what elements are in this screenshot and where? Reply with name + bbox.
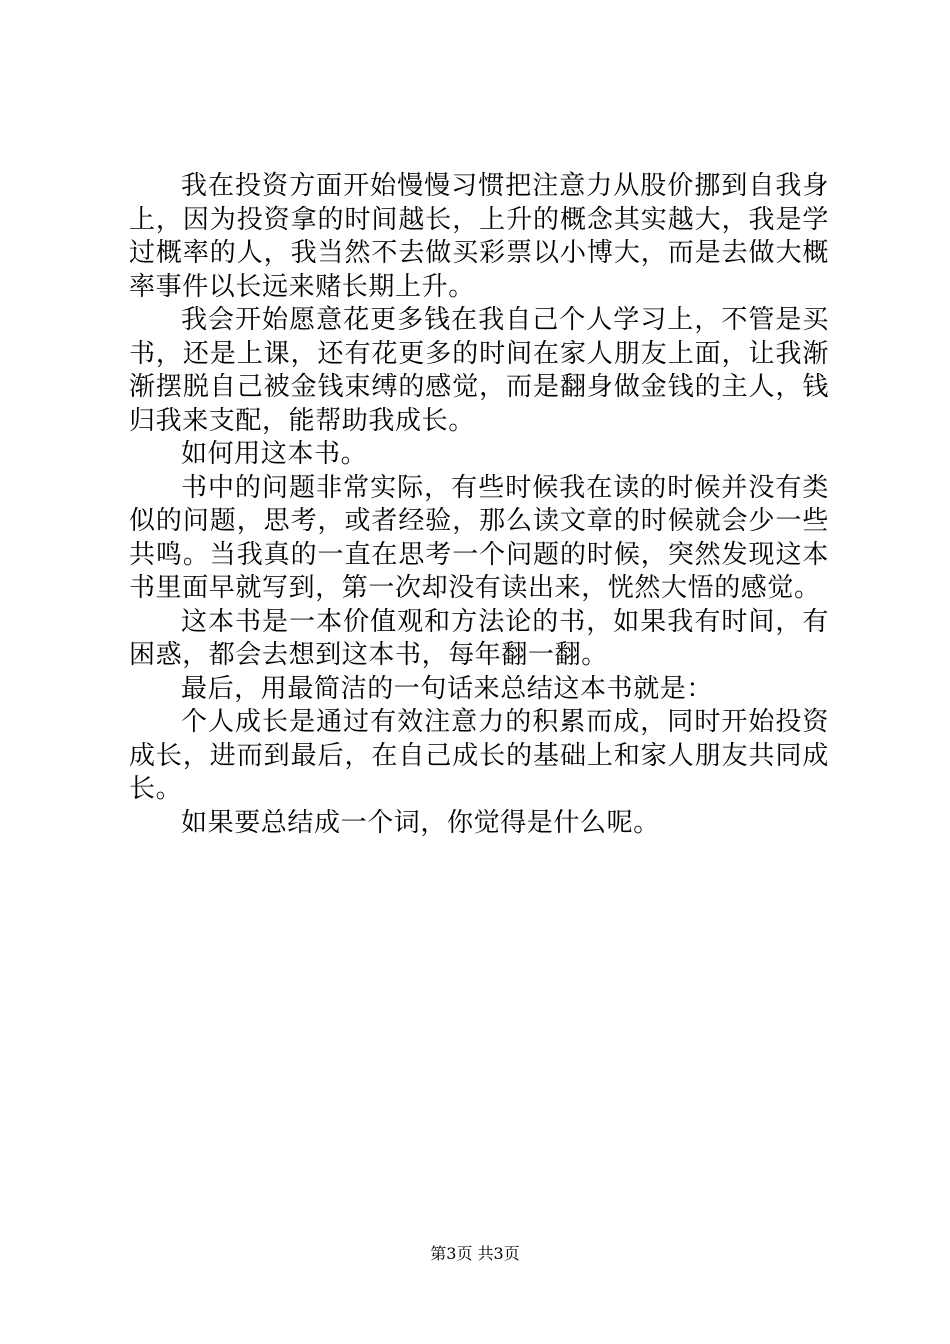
paragraph-closing-question: 如果要总结成一个词，你觉得是什么呢。 (181, 807, 660, 838)
paragraph-practical-questions: 书中的问题非常实际，有些时候我在读的时候并没有类似的问题，思考，或者经验，那么读文章的时候就会少一些共鸣。当我真的一直在思考一个问题的时候，突然发现这本书里面早就写到，第一次却没有读出来，恍然大悟的感觉。 (129, 472, 829, 603)
paragraph-how-to-use-book: 如何用这本书。 (181, 439, 368, 469)
paragraph-summary-intro: 最后，用最简洁的一句话来总结这本书就是： (181, 673, 714, 704)
paragraph-summary-sentence: 个人成长是通过有效注意力的积累而成，同时开始投资成长，进而到最后，在自己成长的基础上和家人朋友共同成长。 (129, 707, 829, 804)
paragraph-values-methodology: 这本书是一本价值观和方法论的书，如果我有时间，有困惑，都会去想到这本书，每年翻一翻。 (129, 606, 829, 670)
document-body (129, 170, 829, 840)
paragraph-spending-on-growth: 我会开始愿意花更多钱在我自己个人学习上，不管是买书，还是上课，还有花更多的时间在家人朋友上面，让我渐渐摆脱自己被金钱束缚的感觉，而是翻身做金钱的主人，钱归我来支配，能帮助我成长。 (129, 305, 829, 436)
paragraph-investing-attention: 我在投资方面开始慢慢习惯把注意力从股价挪到自我身上，因为投资拿的时间越长，上升的概念其实越大，我是学过概率的人，我当然不去做买彩票以小博大，而是去做大概率事件以长远来赌长期上升。 (129, 171, 829, 302)
page-number-footer: 第3页 共3页 (430, 1244, 520, 1263)
